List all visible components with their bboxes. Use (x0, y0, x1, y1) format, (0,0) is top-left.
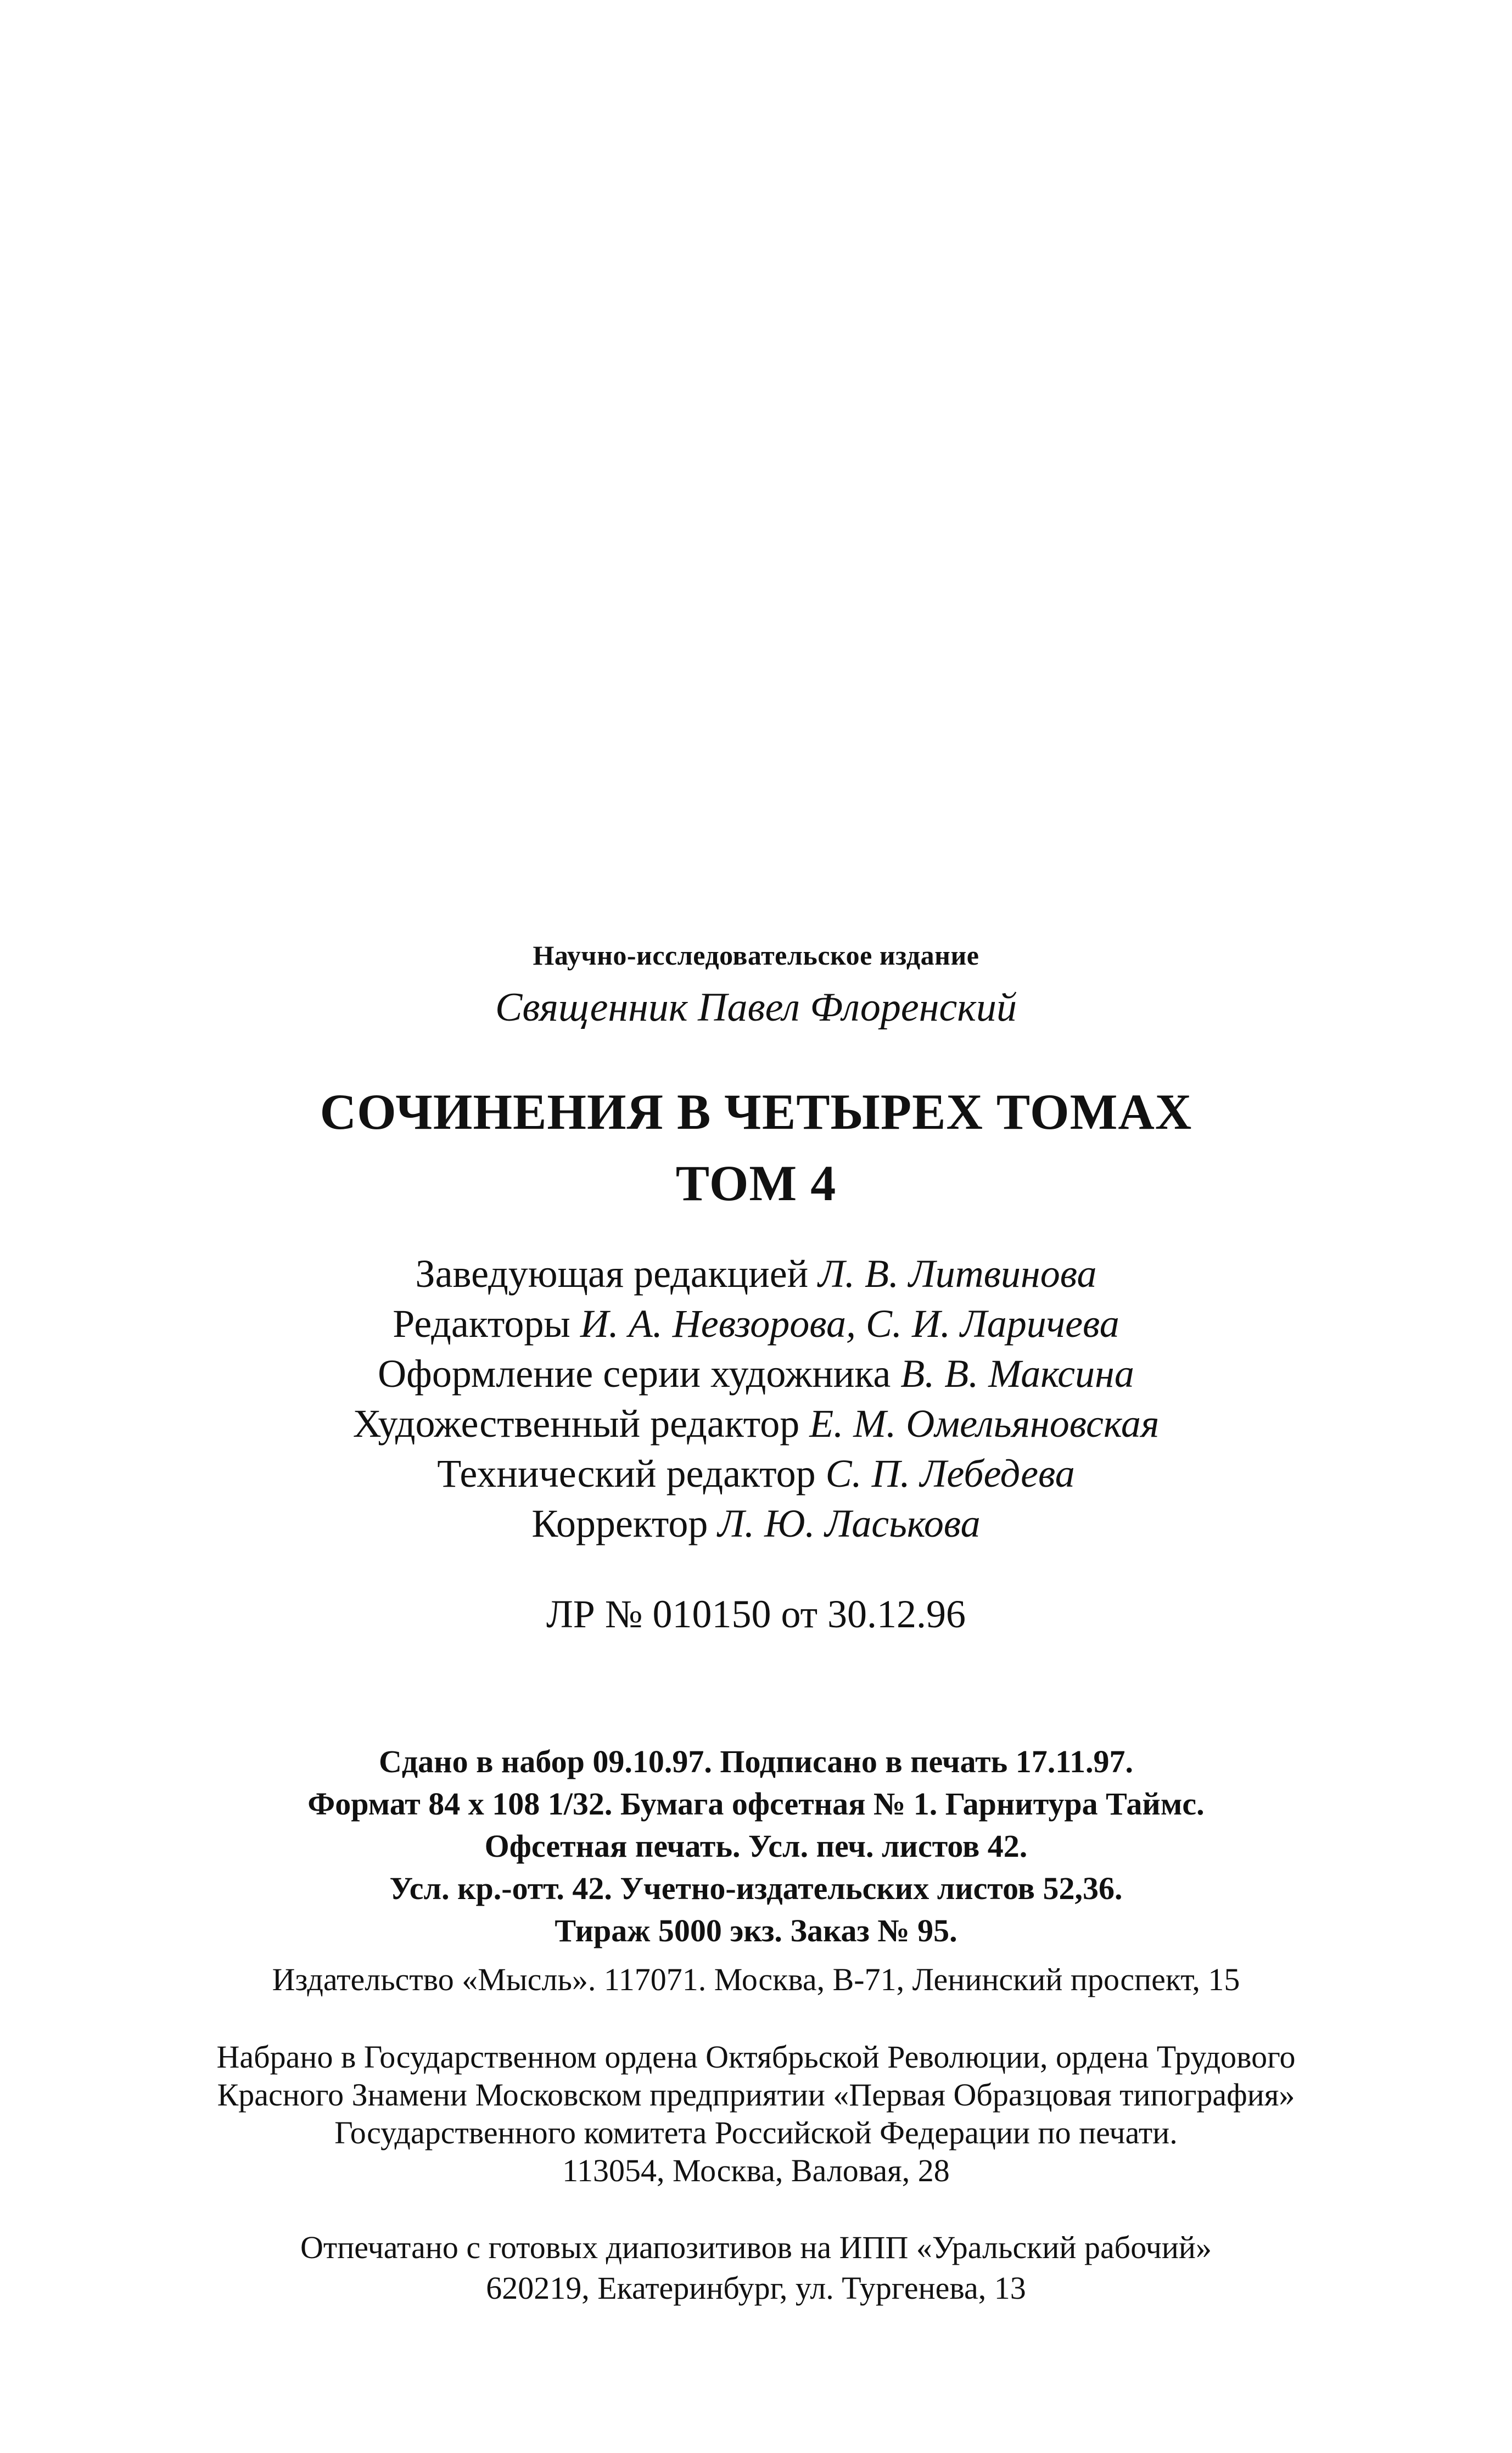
license-number: ЛР № 010150 от 30.12.96 (546, 1592, 966, 1636)
print-detail-line: Тираж 5000 экз. Заказ № 95. (555, 1913, 957, 1948)
credit-line (0, 1349, 1512, 1399)
license-block (0, 1589, 1512, 1639)
typesetter-line: Красного Знамени Московском предприятии «Первая Образцовая типография» (217, 2077, 1295, 2113)
edition-type: Научно-исследовательское издание (533, 940, 979, 971)
credit-name: В. В. Максина (900, 1352, 1134, 1396)
publisher-block (0, 1959, 1512, 2001)
credit-name: Л. В. Литвинова (818, 1252, 1097, 1296)
credit-role: Художественный редактор (352, 1402, 810, 1446)
printer-line: Отпечатано с готовых диапозитивов на ИПП «Уральский рабочий» (300, 2230, 1212, 2265)
printer-block (0, 2227, 1512, 2309)
typesetter-block (0, 2038, 1512, 2189)
print-detail-line: Усл. кр.-отт. 42. Учетно-издательских листов 52,36. (389, 1870, 1123, 1906)
work-title: СОЧИНЕНИЯ В ЧЕТЫРЕХ ТОМАХ (320, 1084, 1192, 1140)
print-details-block (0, 1740, 1512, 1952)
typesetter-line: Государственного комитета Российской Федерации по печати. (334, 2115, 1178, 2150)
print-detail-line: Офсетная печать. Усл. печ. листов 42. (484, 1828, 1028, 1864)
typesetter-line: 113054, Москва, Валовая, 28 (562, 2153, 950, 2188)
print-detail-line: Сдано в набор 09.10.97. Подписано в печать 17.11.97. (378, 1744, 1134, 1779)
volume-label: ТОМ 4 (675, 1155, 837, 1211)
credit-name: С. П. Лебедева (825, 1452, 1075, 1496)
credit-role: Оформление серии художника (378, 1352, 901, 1396)
credit-name: Е. М. Омельяновская (809, 1402, 1160, 1446)
printer-line: 620219, Екатеринбург, ул. Тургенева, 13 (486, 2270, 1026, 2306)
credit-role: Технический редактор (437, 1452, 826, 1496)
typesetter-line: Набрано в Государственном ордена Октябрьской Революции, ордена Трудового (216, 2039, 1296, 2075)
credit-role: Заведующая редакцией (415, 1252, 819, 1296)
print-detail-line: Формат 84 x 108 1/32. Бумага офсетная № 1. Гарнитура Таймс. (307, 1786, 1205, 1822)
credit-name: И. А. Невзорова, С. И. Ларичева (580, 1302, 1119, 1346)
credit-line (0, 1299, 1512, 1349)
credit-name: Л. Ю. Ласькова (718, 1502, 981, 1545)
author-name: Священник Павел Флоренский (495, 985, 1017, 1030)
title-block (0, 1076, 1512, 1219)
publisher-address: Издательство «Мысль». 117071. Москва, В-71, Ленинский проспект, 15 (272, 1962, 1240, 1997)
credit-role: Редакторы (393, 1302, 580, 1346)
credit-line (0, 1499, 1512, 1549)
header-block (0, 928, 1512, 1032)
credit-line (0, 1449, 1512, 1499)
credit-role: Корректор (531, 1502, 718, 1545)
credit-line (0, 1249, 1512, 1299)
credits-block (0, 1249, 1512, 1549)
credit-line (0, 1399, 1512, 1449)
